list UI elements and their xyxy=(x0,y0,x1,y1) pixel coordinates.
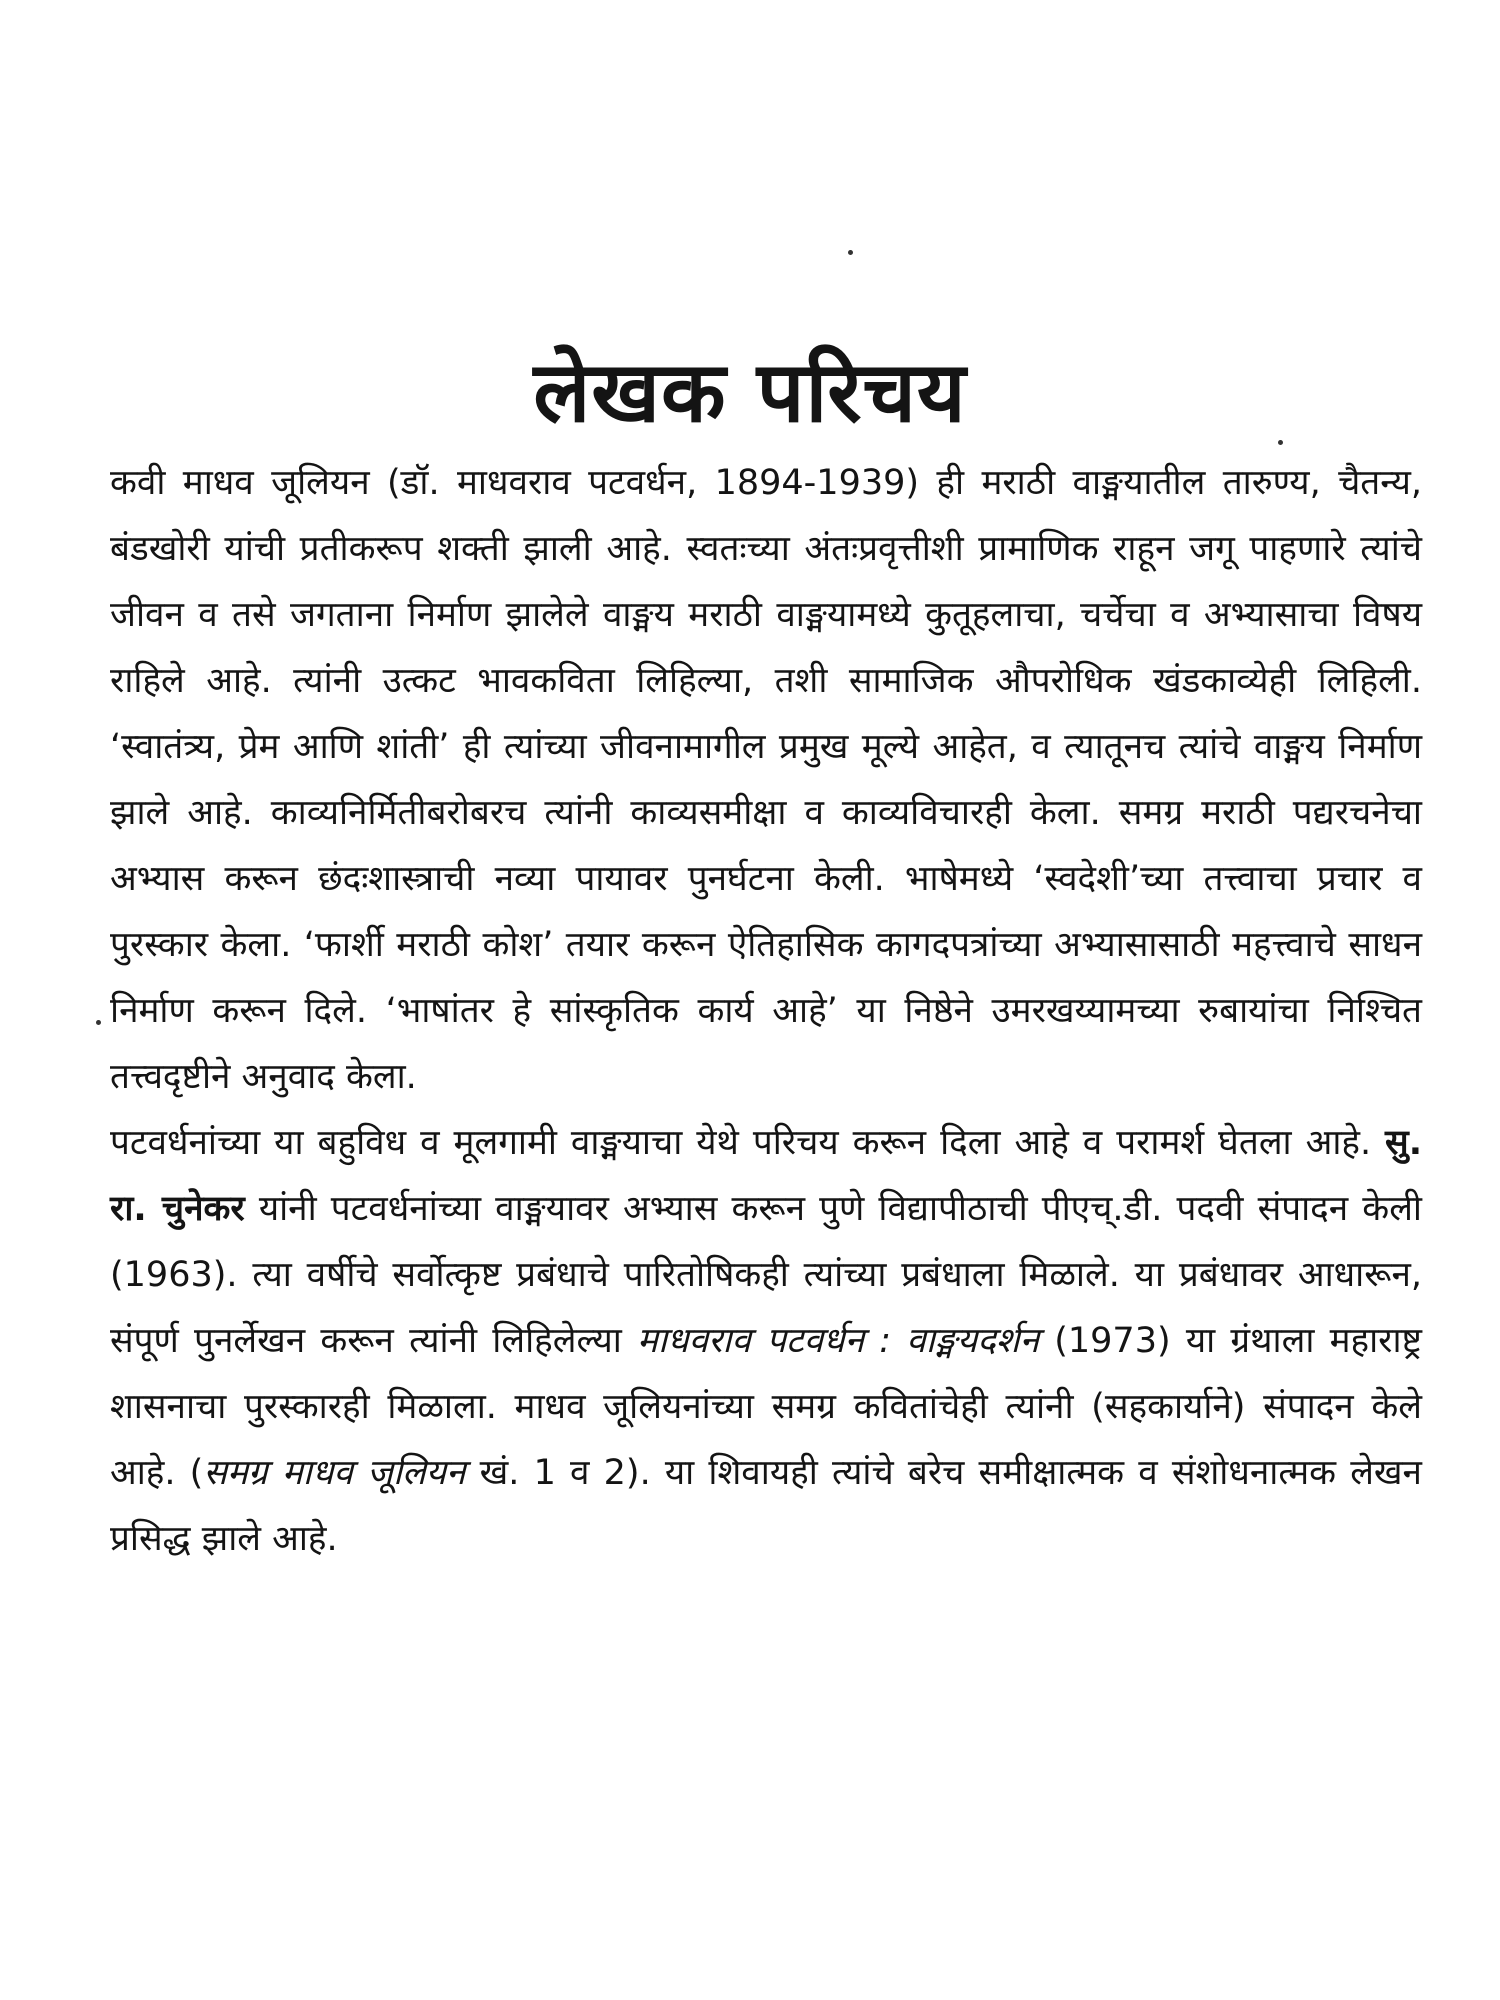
paragraph-2 xyxy=(110,1110,1422,1572)
author-introduction-text xyxy=(110,450,1422,1572)
paragraph-2-part-1: पटवर्धनांच्या या बहुविध व मूलगामी वाङ्मयाचा येथे परिचय करून दिला आहे व परामर्श घेतला आहे. xyxy=(110,1123,1386,1163)
paragraph-2-part-3: (1973) या ग्रंथाला महाराष्ट्र शासनाचा पुरस्कारही मिळाला. माधव जूलियनांच्या समग्र कवितांचेही त्यांनी (सहकार्याने) संपादन केले आहे. ( xyxy=(110,1321,1422,1493)
paragraph-1: कवी माधव जूलियन (डॉ. माधवराव पटवर्धन, 1894-1939) ही मराठी वाङ्मयातील तारुण्य, चैतन्य, बंडखोरी यांची प्रतीकरूप शक्ती झाली आहे. स्वतःच्या अंतःप्रवृत्तीशी प्रामाणिक राहून जगू पाहणारे त्यांचे जीवन व तसे जगताना निर्माण झालेले वाङ्मय मराठी वाङ्मयामध्ये कुतूहलाचा, चर्चेचा व अभ्यासाचा विषय राहिले आहे. त्यांनी उत्कट भावकविता लिहिल्या, तशी सामाजिक औपरोधिक खंडकाव्येही लिहिली. ‘स्वातंत्र्य, प्रेम आणि शांती’ ही त्यांच्या जीवनामागील प्रमुख मूल्ये आहेत, व त्यातूनच त्यांचे वाङ्मय निर्माण झाले आहे. काव्यनिर्मितीबरोबरच त्यांनी काव्यसमीक्षा व काव्यविचारही केला. समग्र मराठी पद्यरचनेचा अभ्यास करून छंदःशास्त्राची नव्या पायावर पुनर्घटना केली. भाषेमध्ये ‘स्वदेशी’च्या तत्त्वाचा प्रचार व पुरस्कार केला. ‘फार्शी मराठी कोश’ तयार करून ऐतिहासिक कागदपत्रांच्या अभ्यासासाठी महत्त्वाचे साधन निर्माण करून दिले. ‘भाषांतर हे सांस्कृतिक कार्य आहे’ या निष्ठेने उमरखय्यामच्या रुबायांचा निश्चित तत्त्वदृष्टीने अनुवाद केला. xyxy=(110,463,1422,1097)
paragraph-2-part-4: खं. 1 व 2). या शिवायही त्यांचे बरेच समीक्षात्मक व संशोधनात्मक लेखन प्रसिद्ध झाले आहे. xyxy=(110,1453,1422,1559)
scan-speck xyxy=(96,1020,101,1025)
paragraph-2-part-2: यांनी पटवर्धनांच्या वाङ्मयावर अभ्यास करून पुणे विद्यापीठाची पीएच्.डी. पदवी संपादन केली (1963). त्या वर्षीचे सर्वोत्कृष्ट प्रबंधाचे पारितोषिकही त्यांच्या प्रबंधाला मिळाले. या प्रबंधावर आधारून, संपूर्ण पुनर्लेखन करून त्यांनी लिहिलेल्या xyxy=(110,1189,1422,1361)
author-name: सु. रा. चुनेकर xyxy=(110,1123,1422,1229)
book-title: माधवराव पटवर्धन : वाङ्मयदर्शन xyxy=(637,1321,1040,1361)
scan-speck xyxy=(848,250,853,255)
page-title: लेखक परिचय xyxy=(533,343,967,442)
collection-title: समग्र माधव जूलियन xyxy=(203,1453,466,1493)
